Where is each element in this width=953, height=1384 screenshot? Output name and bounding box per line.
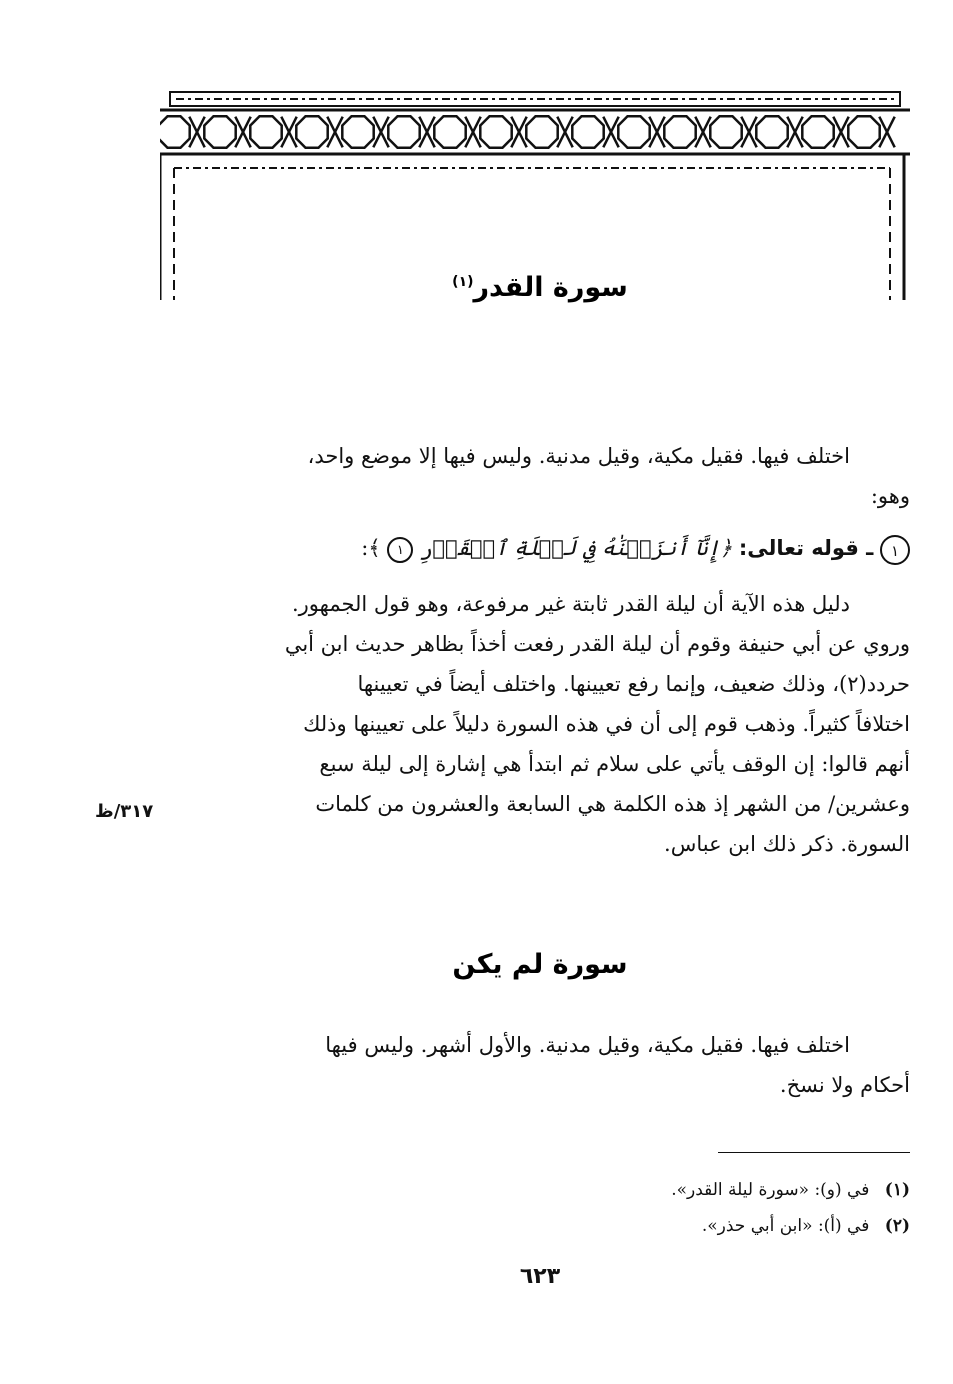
text-line: وعشرين/ من الشهر إذ هذه الكلمة هي السابعة والعشرون من كلمات xyxy=(315,792,910,816)
text-line: حردد(٢)، وذلك ضعيف، وإنما رفع تعيينها. واختلف أيضاً في تعيينها xyxy=(357,672,910,696)
ayah-quote xyxy=(160,526,910,570)
footnotes xyxy=(500,1172,910,1244)
text-line: أحكام ولا نسخ. xyxy=(779,1073,910,1097)
footnote-number: (١) xyxy=(884,1180,910,1200)
ayah-verse-marker: ١ xyxy=(387,537,413,563)
ayah-close: ﴾: xyxy=(361,536,381,560)
text-line: اختلف فيها. فقيل مكية، وقيل مدنية. والأول أشهر. وليس فيها xyxy=(325,1033,850,1057)
text-line: اختلف فيها. فقيل مكية، وقيل مدنية. وليس فيها إلا موضع واحد، xyxy=(307,444,850,468)
footnote-text: في (و): «سورة ليلة القدر». xyxy=(671,1180,870,1200)
page-number: ٦٢٣ xyxy=(519,1264,561,1289)
footnote-item xyxy=(500,1208,910,1244)
footnote-item xyxy=(500,1172,910,1208)
ayah-number-badge: ١ xyxy=(880,535,910,565)
text-line: أنهم قالوا: إن الوقف يأتي على سلام ثم ابتدأ هي إشارة إلى ليلة سبع xyxy=(319,752,910,776)
footnote-text: في (أ): «ابن أبي حذر». xyxy=(701,1216,870,1236)
text-line: وهو: xyxy=(870,484,910,508)
text-line: السورة. ذكر ذلك ابن عباس. xyxy=(664,832,910,856)
footnote-divider xyxy=(718,1152,910,1153)
intro-paragraph xyxy=(160,436,910,516)
text-line: دليل هذه الآية أن ليلة القدر ثابتة غير مرفوعة، وهو قول الجمهور. xyxy=(291,592,850,616)
footnote-number: (٢) xyxy=(884,1216,910,1236)
manuscript-folio-note: ٣١٧/ظ xyxy=(95,801,154,822)
surah-title-al-qadr xyxy=(350,262,730,302)
footnote-marker: (١) xyxy=(452,274,474,290)
ayah-text: ﴿إِنَّآ أَنزَلۡنَٰهُ فِي لَيۡلَةِ ٱلۡقَدۡرِ xyxy=(420,536,733,560)
surah-title-lam-yakun: سورة لم يكن xyxy=(452,949,628,980)
text-line: اختلافاً كثيراً. وذهب قوم إلى أن في هذه السورة دليلاً على تعيينها وذلك xyxy=(303,712,910,736)
ayah-lead: ـ قوله تعالى: xyxy=(738,536,874,560)
lam-yakun-paragraph xyxy=(160,1025,910,1105)
surah-title-text: سورة القدر xyxy=(473,272,628,303)
text-line: وروي عن أبي حنيفة وقوم أن ليلة القدر رفعت أخذاً بظاهر حديث ابن أبي xyxy=(284,632,910,656)
commentary-paragraph xyxy=(160,584,910,864)
